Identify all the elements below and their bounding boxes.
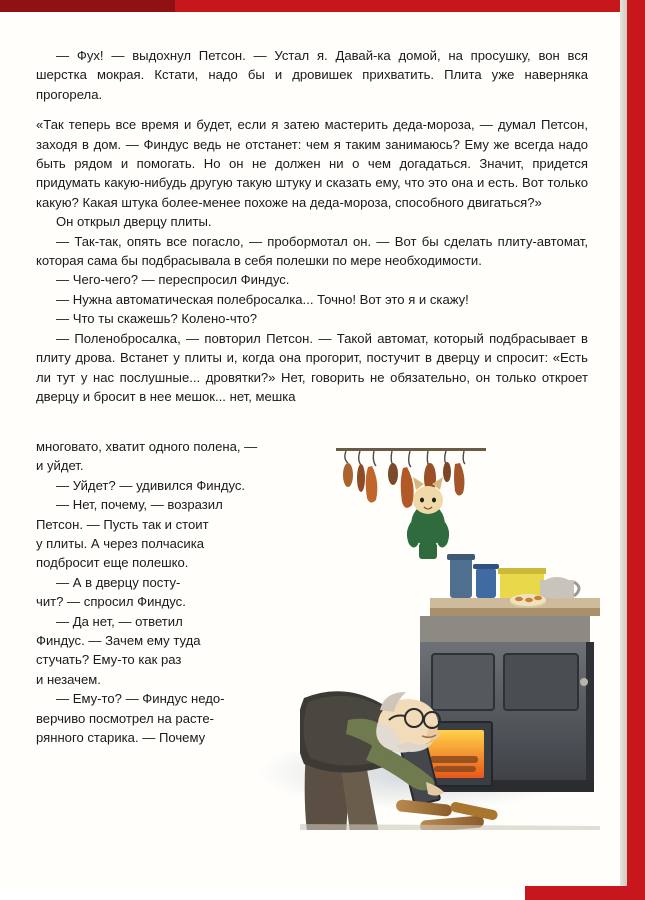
paragraph: — Чего-чего? — переспросил Финдус. bbox=[56, 272, 290, 288]
paragraph: — Нужна автоматическая полебросалка... Точно! Вот это я и скажу! bbox=[56, 291, 469, 307]
text-line: чит? — спросил Финдус. bbox=[36, 594, 186, 610]
text-line: — Уйдет? — удивился Финдус. bbox=[56, 477, 246, 493]
text-line: и незачем. bbox=[36, 671, 101, 687]
text-line: — Ему-то? — Финдус недо- bbox=[56, 691, 225, 707]
text-line: стучать? Ему-то как раз bbox=[36, 652, 182, 668]
cover-edge-bottom-red bbox=[525, 886, 645, 900]
text-line: и уйдет. bbox=[36, 458, 84, 474]
petson-stove-illustration bbox=[300, 430, 600, 830]
paragraph: — Поленобросалка, — повторил Петсон. — Такой автомат, который подбрасывает в плиту дрова. Встанет у плиты и, когда она прогорит, постучит в дверцу и спросит: «Есть ли тут у нас послушные... дровятки?» Нет, говорить не обязательно, он только откроет дверцу и бросит в нее мешок... нет, мешка bbox=[36, 330, 588, 404]
cover-edge-top-shade bbox=[0, 0, 175, 12]
text-line: верчиво посмотрел на расте- bbox=[36, 710, 215, 726]
text-line: — А в дверцу посту- bbox=[56, 574, 181, 590]
paragraph: — Что ты скажешь? Колено-что? bbox=[56, 311, 258, 327]
paragraph: — Так-так, опять все погасло, — пробормотал он. — Вот бы сделать плиту-автомат, которая сама бы подбрасывала в себя полешки по мере необходимости. bbox=[36, 233, 588, 269]
body-text-column bbox=[36, 46, 588, 406]
wrapped-text-column bbox=[36, 437, 326, 748]
paragraph: «Так теперь все время и будет, если я затею мастерить деда-мороза, — думал Петсон, заходя в дом. — Финдус ведь не отстанет: чем я таким занимаюсь? Ему же всегда надо быть рядом и помогать. Но он не должен ни о чем догадаться. Значит, придется придумать какую-нибудь другую такую штуку и сказать ему, что это она и есть. Вот только какую? Какая штука более-менее похоже на деда-мороза, способного двигаться?» bbox=[36, 117, 588, 210]
text-line: — Нет, почему, — возразил bbox=[56, 497, 223, 513]
text-line: — Да нет, — ответил bbox=[56, 613, 183, 629]
text-line: у плиты. А через полчасика bbox=[36, 536, 205, 552]
paragraph: — Фух! — выдохнул Петсон. — Устал я. Давай-ка домой, на просушку, вон вся шерстка мокрая. Кстати, надо бы и дровишек прихватить. Плита уже наверняка прогорела. bbox=[36, 48, 588, 102]
text-line: многовато, хватит одного полена, — bbox=[36, 439, 258, 454]
text-line: подбросит еще полешко. bbox=[36, 555, 189, 571]
text-line: рянного старика. — Почему bbox=[36, 730, 206, 746]
paragraph: Он открыл дверцу плиты. bbox=[56, 214, 212, 230]
cover-edge-right bbox=[627, 0, 645, 900]
page-edge-highlight bbox=[620, 0, 627, 900]
text-line: Финдус. — Зачем ему туда bbox=[36, 633, 201, 649]
text-line: Петсон. — Пусть так и стоит bbox=[36, 516, 209, 532]
